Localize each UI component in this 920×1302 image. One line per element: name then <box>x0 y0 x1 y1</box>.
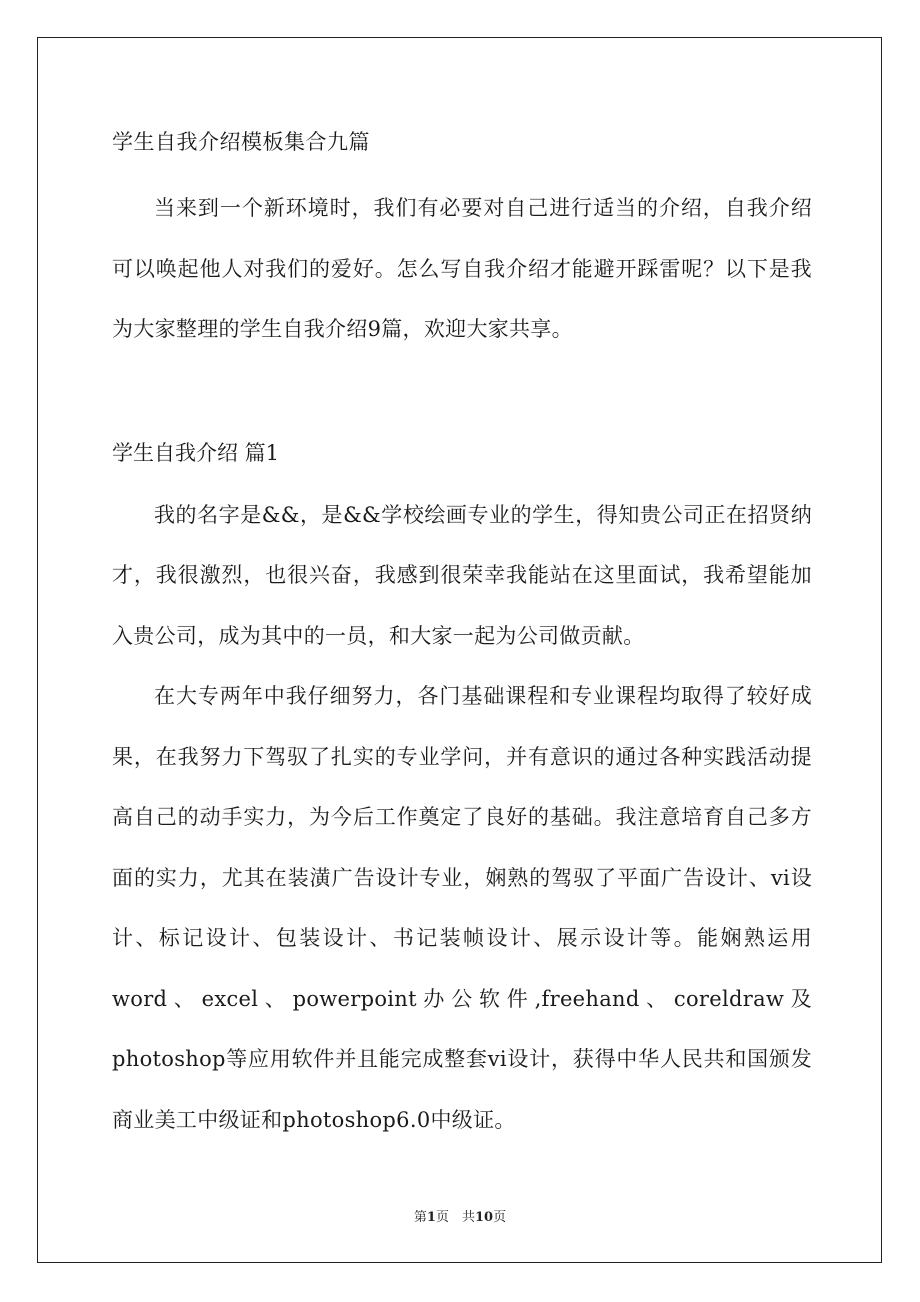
footer-page-mid: 页 共 <box>435 1210 475 1225</box>
section-heading: 学生自我介绍 篇1 <box>112 440 280 465</box>
footer-page-current: 1 <box>426 1210 436 1225</box>
document-body <box>112 120 812 1150</box>
footer-page-prefix: 第 <box>413 1210 427 1225</box>
intro-paragraph: 当来到一个新环境时，我们有必要对自己进行适当的介绍，自我介绍可以唤起他人对我们的爱好。怎么写自我介绍才能避开踩雷呢？以下是我为大家整理的学生自我介绍9篇，欢迎大家共享。 <box>112 196 812 341</box>
page-footer <box>0 1206 920 1225</box>
footer-page-total: 10 <box>474 1210 494 1225</box>
footer-page-suffix: 页 <box>493 1210 507 1225</box>
section-paragraph: 我的名字是&&，是&&学校绘画专业的学生，得知贵公司正在招贤纳才，我很激烈，也很兴奋，我感到很荣幸我能站在这里面试，我希望能加入贵公司，成为其中的一员，和大家一起为公司做贡献。 <box>112 502 812 648</box>
document-title: 学生自我介绍模板集合九篇 <box>112 130 370 154</box>
section-paragraph: 在大专两年中我仔细努力，各门基础课程和专业课程均取得了较好成果，在我努力下驾驭了扎实的专业学问，并有意识的通过各种实践活动提高自己的动手实力，为今后工作奠定了良好的基础。我注意培育自己多方面的实力，尤其在装潢广告设计专业，娴熟的驾驭了平面广告设计、vi设计、标记设计、包装设计、书记装帧设计、展示设计等。能娴熟运用word、excel、powerpoint办公软件,freehand、coreldraw及photoshop等应用软件并且能完成整套vi设计，获得中华人民共和国颁发商业美工中级证和photoshop6.0中级证。 <box>112 684 812 1132</box>
